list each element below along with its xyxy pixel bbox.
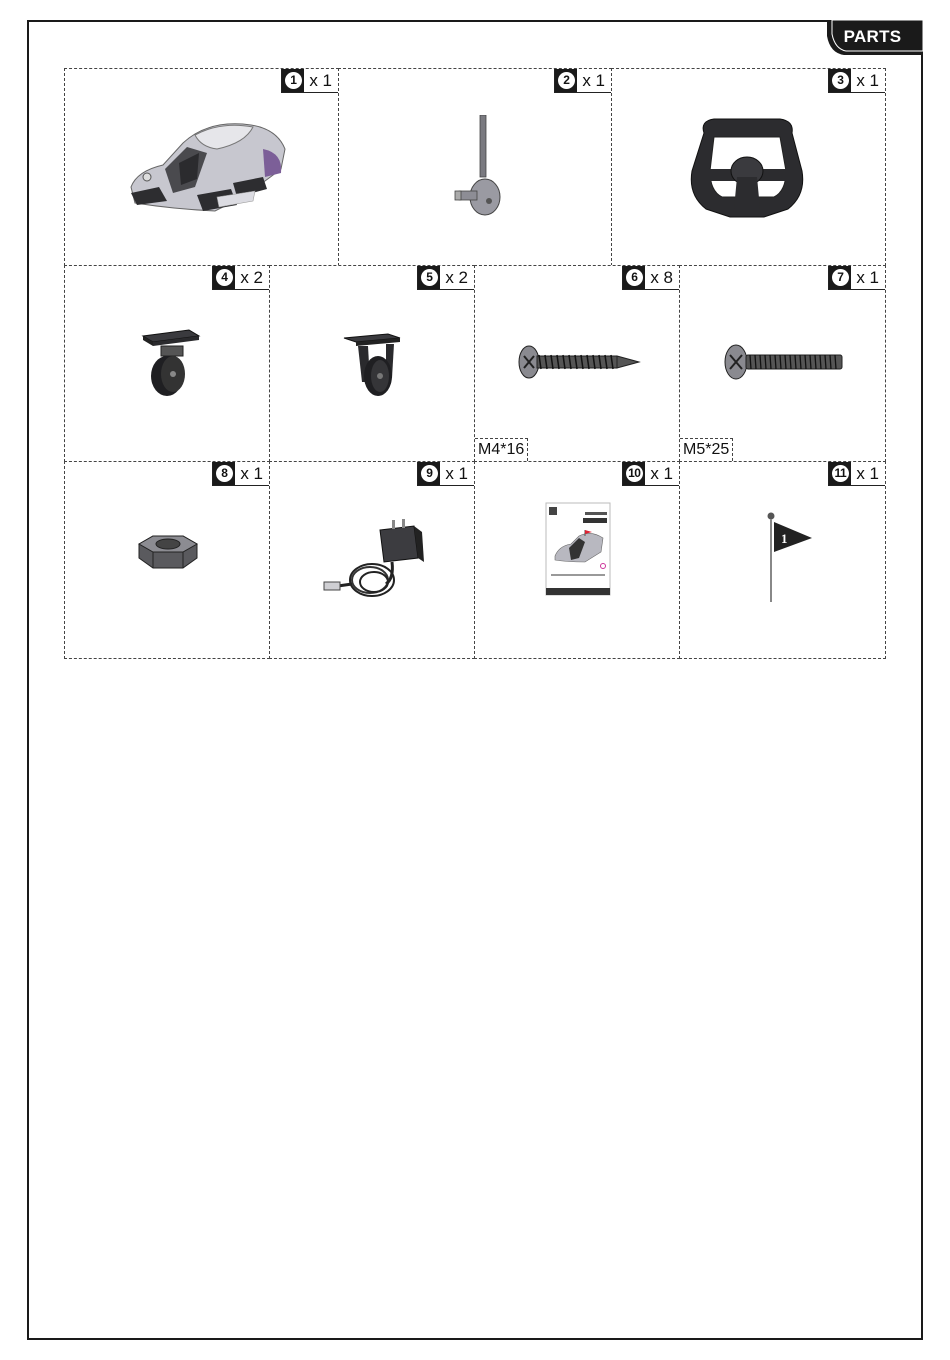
part-quantity-10: x 1: [650, 464, 673, 483]
screw-icon: [515, 342, 641, 382]
flag-number-text: 1: [781, 531, 788, 546]
part-quantity-1: x 1: [309, 71, 332, 90]
part-number-2: 2: [558, 72, 575, 89]
part-badge-8: [212, 462, 269, 486]
part-number-1: 1: [285, 72, 302, 89]
manual-icon: [545, 502, 611, 596]
part-cell-10: [474, 461, 680, 659]
bolt-size-label: M5*25: [680, 438, 733, 461]
part-cell-11: [679, 461, 886, 659]
part-cell-3: [611, 68, 886, 266]
part-badge-4: [212, 266, 269, 290]
part-cell-9: [269, 461, 475, 659]
part-badge-10: [622, 462, 679, 486]
steering-column-icon: [451, 115, 507, 221]
part-quantity-11: x 1: [856, 464, 879, 483]
part-quantity-8: x 1: [240, 464, 263, 483]
part-badge-9: [417, 462, 474, 486]
part-cell-2: [338, 68, 612, 266]
charger-icon: [322, 518, 426, 602]
part-quantity-7: x 1: [856, 268, 879, 287]
part-quantity-4: x 2: [240, 268, 263, 287]
part-number-7: 7: [832, 269, 849, 286]
part-number-11: 11: [832, 465, 849, 482]
part-badge-1: [281, 69, 338, 93]
part-quantity-2: x 1: [582, 71, 605, 90]
part-badge-2: [554, 69, 611, 93]
part-cell-1: [64, 68, 339, 266]
part-quantity-9: x 1: [445, 464, 468, 483]
part-badge-11: [828, 462, 885, 486]
part-cell-5: [269, 265, 475, 462]
swivel-caster-icon: [137, 326, 207, 400]
part-number-6: 6: [626, 269, 643, 286]
part-badge-6: [622, 266, 679, 290]
part-cell-8: [64, 461, 270, 659]
screw-size-label: M4*16: [475, 438, 528, 461]
part-quantity-6: x 8: [650, 268, 673, 287]
part-quantity-3: x 1: [856, 71, 879, 90]
steering-wheel-icon: [682, 113, 812, 223]
kart-frame-icon: [113, 113, 293, 221]
part-badge-5: [417, 266, 474, 290]
part-number-3: 3: [832, 72, 849, 89]
part-number-8: 8: [216, 465, 233, 482]
part-cell-6: [474, 265, 680, 462]
bolt-icon: [720, 342, 846, 382]
part-number-5: 5: [421, 269, 438, 286]
part-cell-4: [64, 265, 270, 462]
part-number-4: 4: [216, 269, 233, 286]
part-cell-7: [679, 265, 886, 462]
hex-nut-icon: [135, 532, 201, 572]
part-quantity-5: x 2: [445, 268, 468, 287]
part-badge-7: [828, 266, 885, 290]
flag-icon: [764, 510, 814, 604]
fixed-caster-icon: [340, 330, 410, 402]
part-badge-3: [828, 69, 885, 93]
part-number-9: 9: [421, 465, 438, 482]
parts-tab-label: PARTS: [843, 27, 902, 46]
part-number-10: 10: [626, 465, 643, 482]
parts-header-tab: [826, 20, 923, 55]
